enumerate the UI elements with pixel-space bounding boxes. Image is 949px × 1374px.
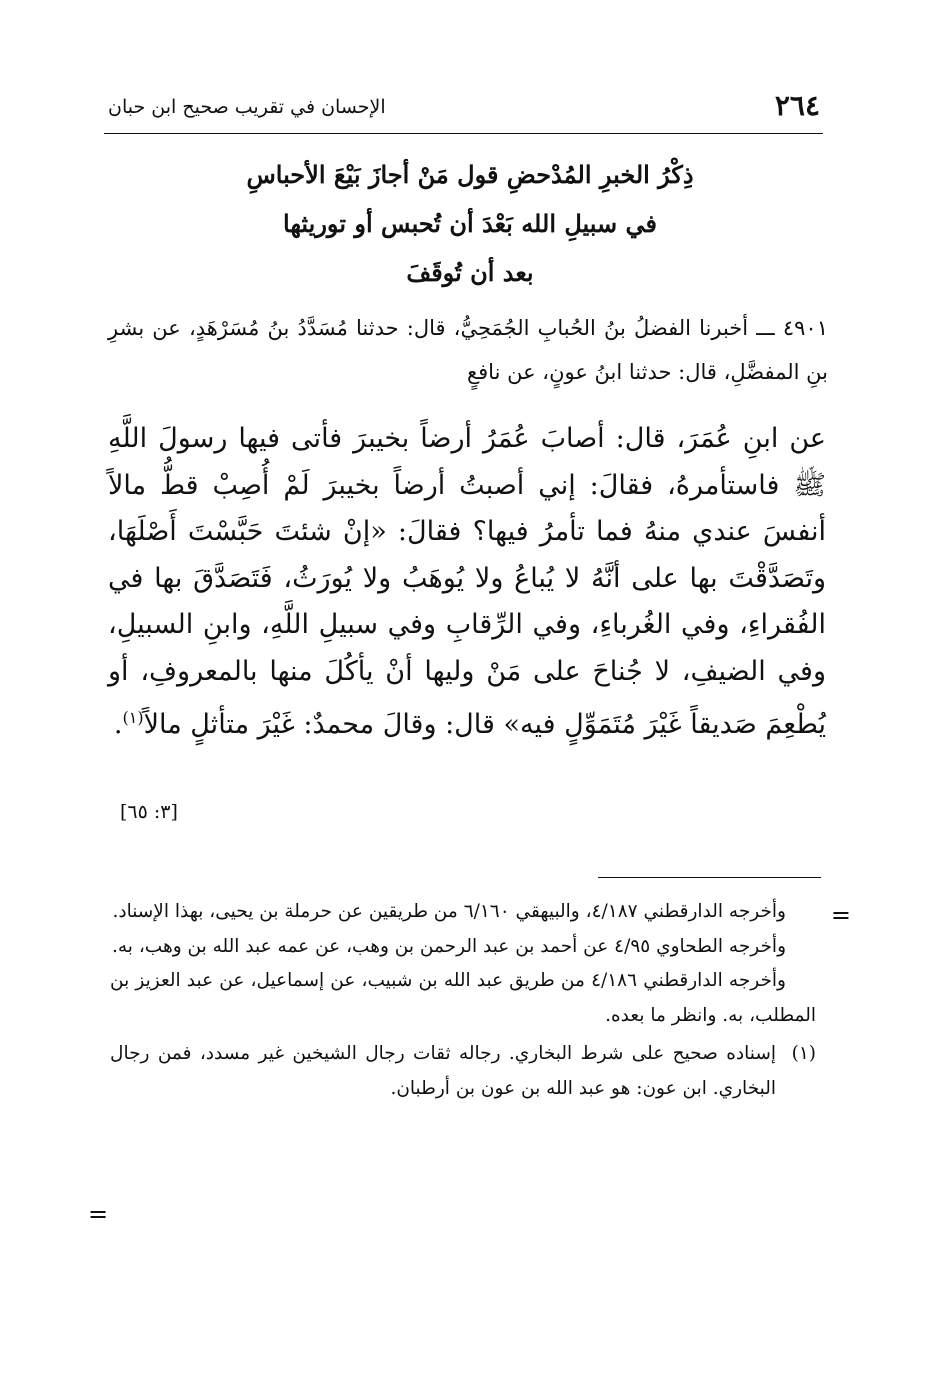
footnote-continuation-mark: = xyxy=(830,901,851,929)
hadith-isnad xyxy=(108,306,828,394)
footnote-trailing-mark: = xyxy=(88,1200,109,1228)
chapter-heading-line: بعد أن تُوقَفَ xyxy=(406,258,534,287)
header-rule xyxy=(104,133,823,134)
page-number: ٢٦٤ xyxy=(774,89,820,122)
number-dash: ـــ xyxy=(748,316,775,340)
footnote-paragraph: وأخرجه الدارقطني ٤/١٨٧، والبيهقي ٦/١٦٠ من طريقين عن حرملة بن يحيى، بهذا الإسناد. xyxy=(112,901,786,922)
hadith-matn xyxy=(108,416,826,749)
matn-text: عن ابنِ عُمَرَ، قال: أصابَ عُمَرُ أرضاً بخيبرَ فأتى فيها رسولَ اللَّهِ ﷺ فاستأمرهُ، فقالَ: إني أصبتُ أرضاً بخيبرَ لَمْ أُصِبْ قطُّ مالاً أنفسَ عندي منهُ فما تأمرُ فيها؟ فقالَ: «إنْ شئتَ حَبَّسْتَ أَصْلَهَا، وتَصَدَّقْتَ بها على أنَّهُ لا يُباعُ ولا يُوهَبُ ولا يُورَثُ، فَتَصَدَّقَ بها في الفُقراءِ، وفي الغُرباءِ، وفي الرِّقابِ وفي سبيلِ اللَّهِ، وابنِ السبيلِ، وفي الضيفِ، لا جُناحَ على مَنْ وليها أنْ يأكُلَ منها بالمعروفِ، أو يُطْعِمَ صَديقاً غَيْرَ مُتَمَوِّلٍ فيه» قال: وقالَ محمدٌ: غَيْرَ متأثلٍ مالاً xyxy=(108,423,826,740)
matn-end-mark: . xyxy=(113,709,123,740)
volume-reference: [٣: ٦٥] xyxy=(120,801,178,823)
chapter-heading-line: في سبيلِ الله بَعْدَ أن تُحبس أو توريثها xyxy=(283,209,657,238)
running-header xyxy=(108,86,820,126)
book-title: الإحسان في تقريب صحيح ابن حبان xyxy=(108,96,386,118)
hadith-number: ٤٩٠١ xyxy=(782,316,828,340)
footnote-paragraph: وأخرجه الطحاوي ٤/٩٥ عن أحمد بن عبد الرحمن بن وهب، عن عمه عبد الله بن وهب، به. xyxy=(111,935,786,957)
footnote-paragraph: وأخرجه الدارقطني ٤/١٨٦ من طريق عبد الله بن شبيب، عن إسماعيل، عن عبد العزيز بن المطلب، به. وانظر ما بعده. xyxy=(110,970,816,1026)
chapter-heading xyxy=(120,150,820,297)
footnotes xyxy=(110,895,816,1106)
isnad-text: أخبرنا الفضلُ بنُ الحُبابِ الجُمَحِيُّ، قال: حدثنا مُسَدَّدُ بنُ مُسَرْهَدٍ، عن بشرِ بنِ المفضَّلِ، قال: حدثنا ابنُ عونٍ، عن نافعٍ xyxy=(108,316,828,384)
chapter-heading-line: ذِكْرُ الخبرِ المُدْحضِ قول مَنْ أجازَ بَيْعَ الأحباسِ xyxy=(246,160,694,189)
footnote-separator xyxy=(598,877,821,878)
footnote-text: إسناده صحيح على شرط البخاري. رجاله ثقات رجال الشيخين غير مسدد، فمن رجال البخاري. ابن عون: هو عبد الله بن عون بن أرطبان. xyxy=(110,1043,776,1099)
footnote-item xyxy=(110,1037,816,1106)
footnote-marker: (١) xyxy=(791,1043,816,1064)
footnote-reference: (١) xyxy=(122,708,144,727)
